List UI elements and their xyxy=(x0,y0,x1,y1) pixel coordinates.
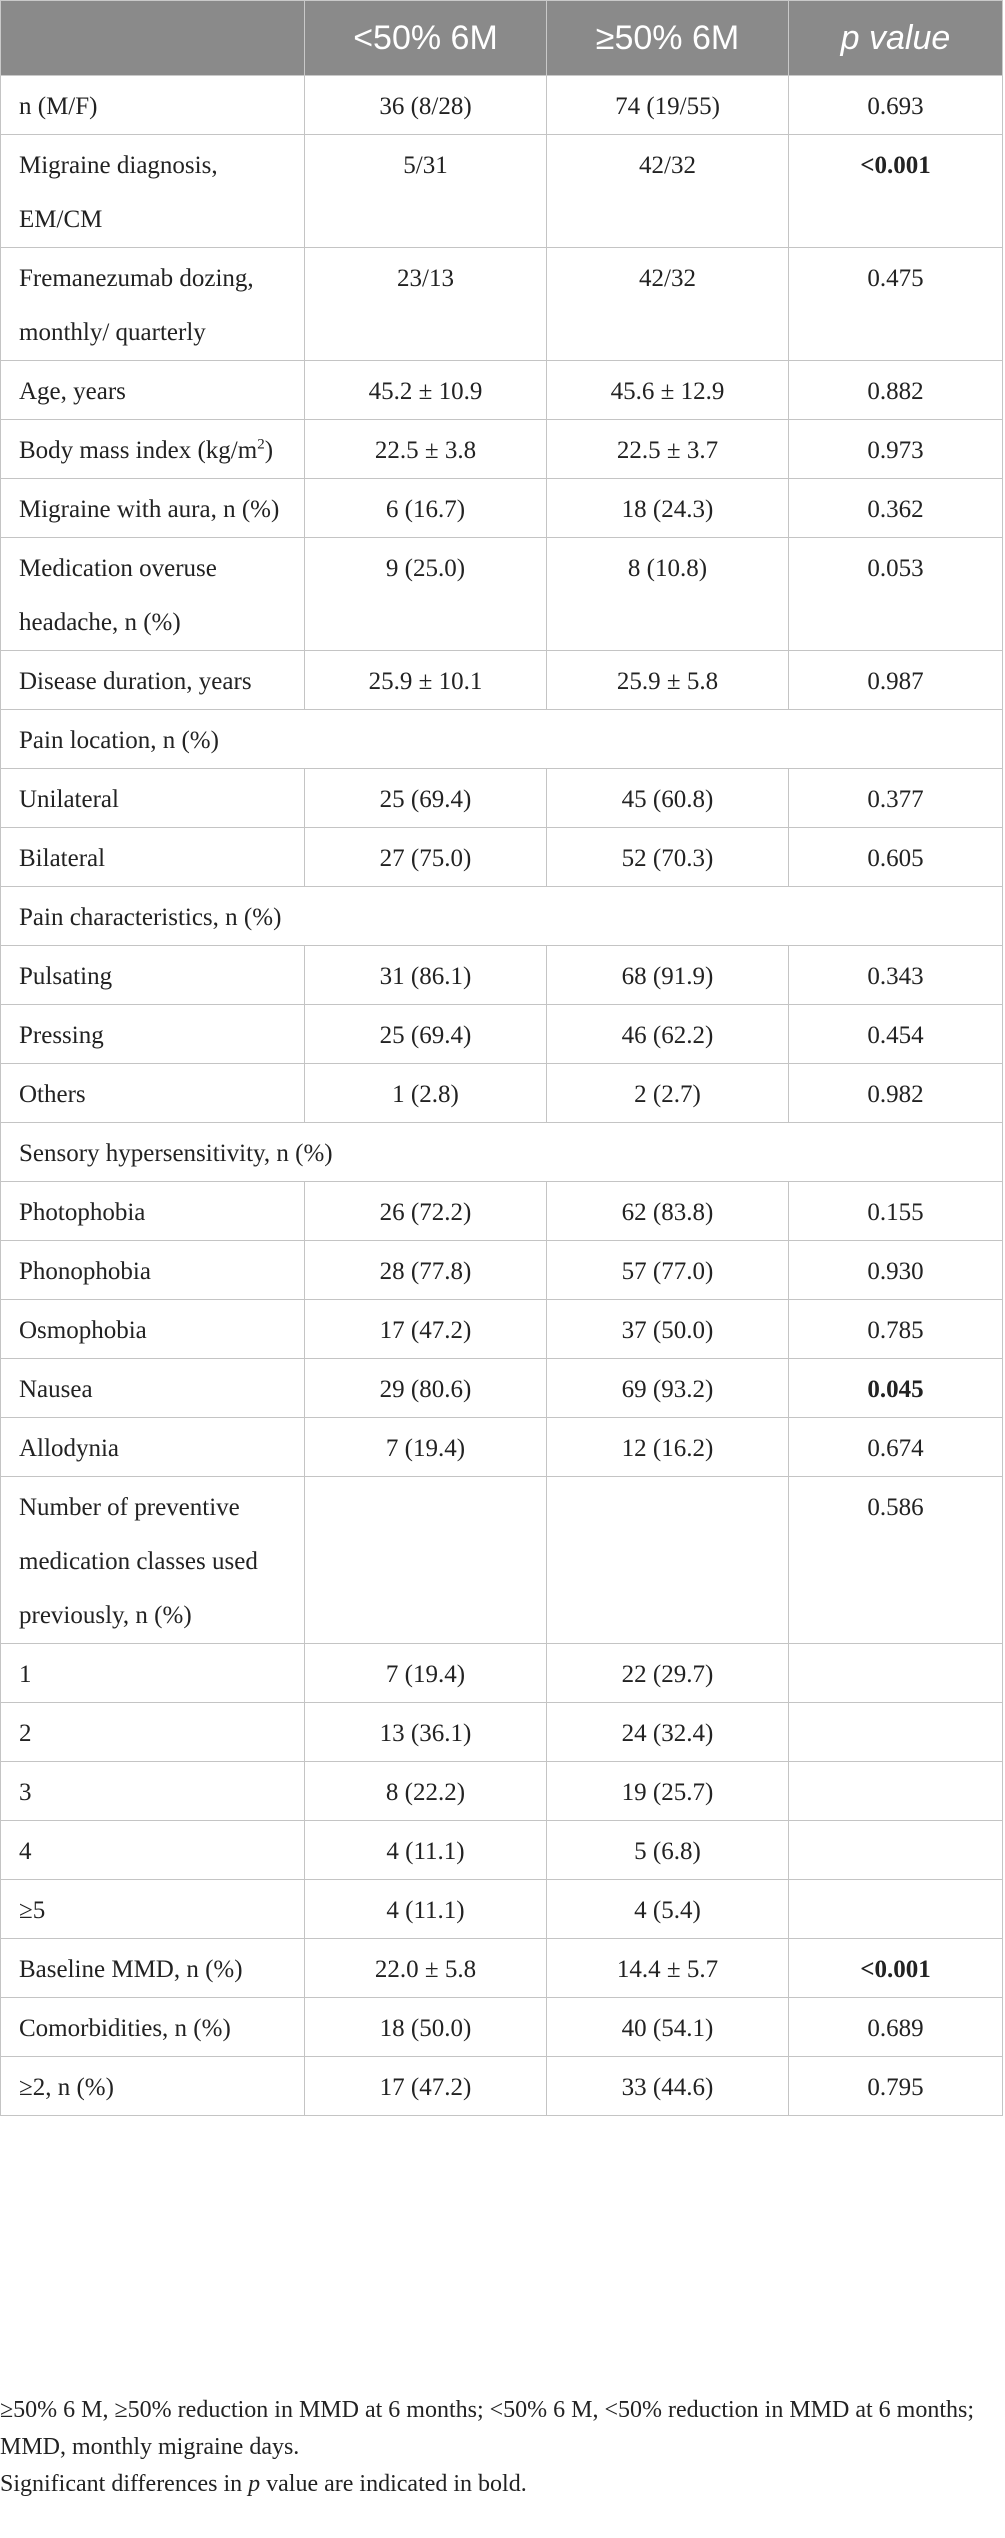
table-row xyxy=(1,2057,1003,2116)
value-above-50: 74 (19/55) xyxy=(547,76,789,135)
p-value: 0.362 xyxy=(789,479,1003,538)
table-row xyxy=(1,1939,1003,1998)
value-above-50: 45 (60.8) xyxy=(547,769,789,828)
footnote-significance xyxy=(0,2466,995,2503)
row-label xyxy=(1,769,305,828)
value-above-50: 69 (93.2) xyxy=(547,1359,789,1418)
row-label-text: Pressing xyxy=(19,1022,104,1049)
value-above-50 xyxy=(547,1477,789,1644)
row-label xyxy=(1,1644,305,1703)
row-label-text: ≥2, n (%) xyxy=(19,2074,114,2101)
row-label-text: Medication overuse headache, n (%) xyxy=(19,555,217,636)
table-row xyxy=(1,769,1003,828)
value-above-50: 52 (70.3) xyxy=(547,828,789,887)
value-below-50: 18 (50.0) xyxy=(305,1998,547,2057)
row-label-text: Nausea xyxy=(19,1376,93,1403)
p-value: 0.045 xyxy=(789,1359,1003,1418)
row-label-text: 3 xyxy=(19,1779,32,1806)
value-above-50: 62 (83.8) xyxy=(547,1182,789,1241)
value-below-50: 25.9 ± 10.1 xyxy=(305,651,547,710)
table-row xyxy=(1,651,1003,710)
row-label-text: Fremanezumab dozing, monthly/ quarterly xyxy=(19,265,254,346)
value-above-50: 12 (16.2) xyxy=(547,1418,789,1477)
row-label-text: Bilateral xyxy=(19,845,106,872)
p-value: 0.982 xyxy=(789,1064,1003,1123)
row-label xyxy=(1,1998,305,2057)
table-row xyxy=(1,76,1003,135)
table-row xyxy=(1,420,1003,479)
row-label xyxy=(1,946,305,1005)
table-row xyxy=(1,538,1003,651)
p-value: 0.693 xyxy=(789,76,1003,135)
row-label-text: Pain location, n (%) xyxy=(19,727,219,754)
value-below-50: 6 (16.7) xyxy=(305,479,547,538)
value-below-50: 1 (2.8) xyxy=(305,1064,547,1123)
footnote-text-end: value are indicated in bold. xyxy=(260,2471,527,2497)
row-label xyxy=(1,1300,305,1359)
value-below-50: 7 (19.4) xyxy=(305,1418,547,1477)
value-below-50: 26 (72.2) xyxy=(305,1182,547,1241)
value-below-50: 17 (47.2) xyxy=(305,1300,547,1359)
value-below-50 xyxy=(305,1477,547,1644)
p-value: 0.343 xyxy=(789,946,1003,1005)
value-below-50: 36 (8/28) xyxy=(305,76,547,135)
value-above-50: 18 (24.3) xyxy=(547,479,789,538)
footnote-text: Significant differences in xyxy=(0,2471,249,2497)
row-label xyxy=(1,420,305,479)
p-value: 0.785 xyxy=(789,1300,1003,1359)
table-row xyxy=(1,1880,1003,1939)
value-below-50: 17 (47.2) xyxy=(305,2057,547,2116)
p-value: 0.795 xyxy=(789,2057,1003,2116)
row-label xyxy=(1,248,305,361)
table-row xyxy=(1,1477,1003,1644)
value-above-50: 33 (44.6) xyxy=(547,2057,789,2116)
row-label-text: ≥5 xyxy=(19,1897,46,1924)
row-label-text: Comorbidities, n (%) xyxy=(19,2015,231,2042)
value-above-50: 22 (29.7) xyxy=(547,1644,789,1703)
value-below-50: 45.2 ± 10.9 xyxy=(305,361,547,420)
row-label-text: Unilateral xyxy=(19,786,119,813)
value-above-50: 24 (32.4) xyxy=(547,1703,789,1762)
row-label xyxy=(1,1123,1003,1182)
p-value: 0.689 xyxy=(789,1998,1003,2057)
table-row xyxy=(1,1762,1003,1821)
p-value: 0.882 xyxy=(789,361,1003,420)
row-label xyxy=(1,1880,305,1939)
table-row xyxy=(1,361,1003,420)
table-row xyxy=(1,1998,1003,2057)
row-label xyxy=(1,479,305,538)
row-label xyxy=(1,1939,305,1998)
value-below-50: 9 (25.0) xyxy=(305,538,547,651)
p-value xyxy=(789,1644,1003,1703)
row-label xyxy=(1,828,305,887)
row-label xyxy=(1,76,305,135)
row-label-superscript: 2 xyxy=(257,436,265,453)
row-label-text: Disease duration, years xyxy=(19,668,252,695)
value-above-50: 5 (6.8) xyxy=(547,1821,789,1880)
value-above-50: 42/32 xyxy=(547,248,789,361)
p-value: 0.987 xyxy=(789,651,1003,710)
value-below-50: 7 (19.4) xyxy=(305,1644,547,1703)
p-value: 0.973 xyxy=(789,420,1003,479)
footnote-p-italic: p xyxy=(248,2471,261,2497)
table-row xyxy=(1,1703,1003,1762)
row-label-text: 4 xyxy=(19,1838,32,1865)
header-p-value-text: p value xyxy=(840,18,951,57)
header-below-50: <50% 6M xyxy=(305,1,547,76)
value-below-50: 27 (75.0) xyxy=(305,828,547,887)
value-below-50: 5/31 xyxy=(305,135,547,248)
value-above-50: 4 (5.4) xyxy=(547,1880,789,1939)
table-section-row xyxy=(1,1123,1003,1182)
table-row xyxy=(1,1359,1003,1418)
value-below-50: 31 (86.1) xyxy=(305,946,547,1005)
row-label xyxy=(1,361,305,420)
footnote-abbreviations: ≥50% 6 M, ≥50% reduction in MMD at 6 months; <50% 6 M, <50% reduction in MMD at 6 months; MMD, monthly migraine days. xyxy=(0,2397,975,2460)
row-label-text: Baseline MMD, n (%) xyxy=(19,1956,243,1983)
header-label xyxy=(1,1,305,76)
value-below-50: 25 (69.4) xyxy=(305,1005,547,1064)
row-label xyxy=(1,710,1003,769)
header-p-value xyxy=(789,1,1003,76)
row-label-text: Phonophobia xyxy=(19,1258,151,1285)
table-row xyxy=(1,1821,1003,1880)
value-below-50: 23/13 xyxy=(305,248,547,361)
value-below-50: 4 (11.1) xyxy=(305,1821,547,1880)
row-label-text: Number of preventive medication classes used previously, n (%) xyxy=(19,1494,258,1629)
row-label-text: Migraine diagnosis, EM/CM xyxy=(19,152,218,233)
row-label-text: Body mass index (kg/m xyxy=(19,437,258,464)
value-above-50: 19 (25.7) xyxy=(547,1762,789,1821)
table-row xyxy=(1,1418,1003,1477)
row-label xyxy=(1,1821,305,1880)
row-label-text: Others xyxy=(19,1081,86,1108)
value-above-50: 25.9 ± 5.8 xyxy=(547,651,789,710)
value-above-50: 14.4 ± 5.7 xyxy=(547,1939,789,1998)
p-value: 0.155 xyxy=(789,1182,1003,1241)
p-value: <0.001 xyxy=(789,135,1003,248)
p-value: 0.377 xyxy=(789,769,1003,828)
row-label xyxy=(1,1703,305,1762)
value-below-50: 29 (80.6) xyxy=(305,1359,547,1418)
row-label xyxy=(1,1418,305,1477)
table-row xyxy=(1,1064,1003,1123)
table-row xyxy=(1,1300,1003,1359)
value-above-50: 37 (50.0) xyxy=(547,1300,789,1359)
value-above-50: 40 (54.1) xyxy=(547,1998,789,2057)
p-value: 0.454 xyxy=(789,1005,1003,1064)
row-label-text: Pulsating xyxy=(19,963,113,990)
value-above-50: 68 (91.9) xyxy=(547,946,789,1005)
p-value xyxy=(789,1703,1003,1762)
p-value xyxy=(789,1762,1003,1821)
row-label-text: Pain characteristics, n (%) xyxy=(19,904,282,931)
row-label-text: Photophobia xyxy=(19,1199,146,1226)
table-row xyxy=(1,479,1003,538)
row-label xyxy=(1,538,305,651)
row-label xyxy=(1,651,305,710)
value-above-50: 45.6 ± 12.9 xyxy=(547,361,789,420)
p-value: 0.586 xyxy=(789,1477,1003,1644)
row-label-text: Age, years xyxy=(19,378,126,405)
value-above-50: 42/32 xyxy=(547,135,789,248)
p-value: 0.674 xyxy=(789,1418,1003,1477)
table-row xyxy=(1,1182,1003,1241)
row-label-text: 1 xyxy=(19,1661,32,1688)
table-row xyxy=(1,1644,1003,1703)
p-value xyxy=(789,1821,1003,1880)
value-below-50: 4 (11.1) xyxy=(305,1880,547,1939)
table-row xyxy=(1,1241,1003,1300)
table-row xyxy=(1,135,1003,248)
p-value: 0.605 xyxy=(789,828,1003,887)
row-label-text: Osmophobia xyxy=(19,1317,147,1344)
value-below-50: 13 (36.1) xyxy=(305,1703,547,1762)
value-below-50: 22.0 ± 5.8 xyxy=(305,1939,547,1998)
value-above-50: 2 (2.7) xyxy=(547,1064,789,1123)
table-row xyxy=(1,1005,1003,1064)
row-label xyxy=(1,1064,305,1123)
row-label-text: Sensory hypersensitivity, n (%) xyxy=(19,1140,333,1167)
p-value: <0.001 xyxy=(789,1939,1003,1998)
table-footnote xyxy=(0,2392,995,2503)
row-label-text: Migraine with aura, n (%) xyxy=(19,496,280,523)
value-above-50: 22.5 ± 3.7 xyxy=(547,420,789,479)
row-label xyxy=(1,135,305,248)
header-above-50: ≥50% 6M xyxy=(547,1,789,76)
value-above-50: 8 (10.8) xyxy=(547,538,789,651)
value-above-50: 57 (77.0) xyxy=(547,1241,789,1300)
table-row xyxy=(1,248,1003,361)
row-label-suffix: ) xyxy=(264,437,274,464)
table-section-row xyxy=(1,887,1003,946)
row-label-text: n (M/F) xyxy=(19,93,98,120)
value-below-50: 22.5 ± 3.8 xyxy=(305,420,547,479)
p-value: 0.930 xyxy=(789,1241,1003,1300)
value-below-50: 8 (22.2) xyxy=(305,1762,547,1821)
value-below-50: 25 (69.4) xyxy=(305,769,547,828)
row-label xyxy=(1,2057,305,2116)
row-label xyxy=(1,1241,305,1300)
p-value xyxy=(789,1880,1003,1939)
row-label xyxy=(1,887,1003,946)
row-label xyxy=(1,1359,305,1418)
row-label-text: Allodynia xyxy=(19,1435,119,1462)
table-row xyxy=(1,828,1003,887)
p-value: 0.475 xyxy=(789,248,1003,361)
row-label xyxy=(1,1762,305,1821)
row-label-text: 2 xyxy=(19,1720,32,1747)
row-label xyxy=(1,1005,305,1064)
table-header-row xyxy=(1,1,1003,76)
table-row xyxy=(1,946,1003,1005)
value-below-50: 28 (77.8) xyxy=(305,1241,547,1300)
row-label xyxy=(1,1182,305,1241)
p-value: 0.053 xyxy=(789,538,1003,651)
row-label xyxy=(1,1477,305,1644)
value-above-50: 46 (62.2) xyxy=(547,1005,789,1064)
table-section-row xyxy=(1,710,1003,769)
